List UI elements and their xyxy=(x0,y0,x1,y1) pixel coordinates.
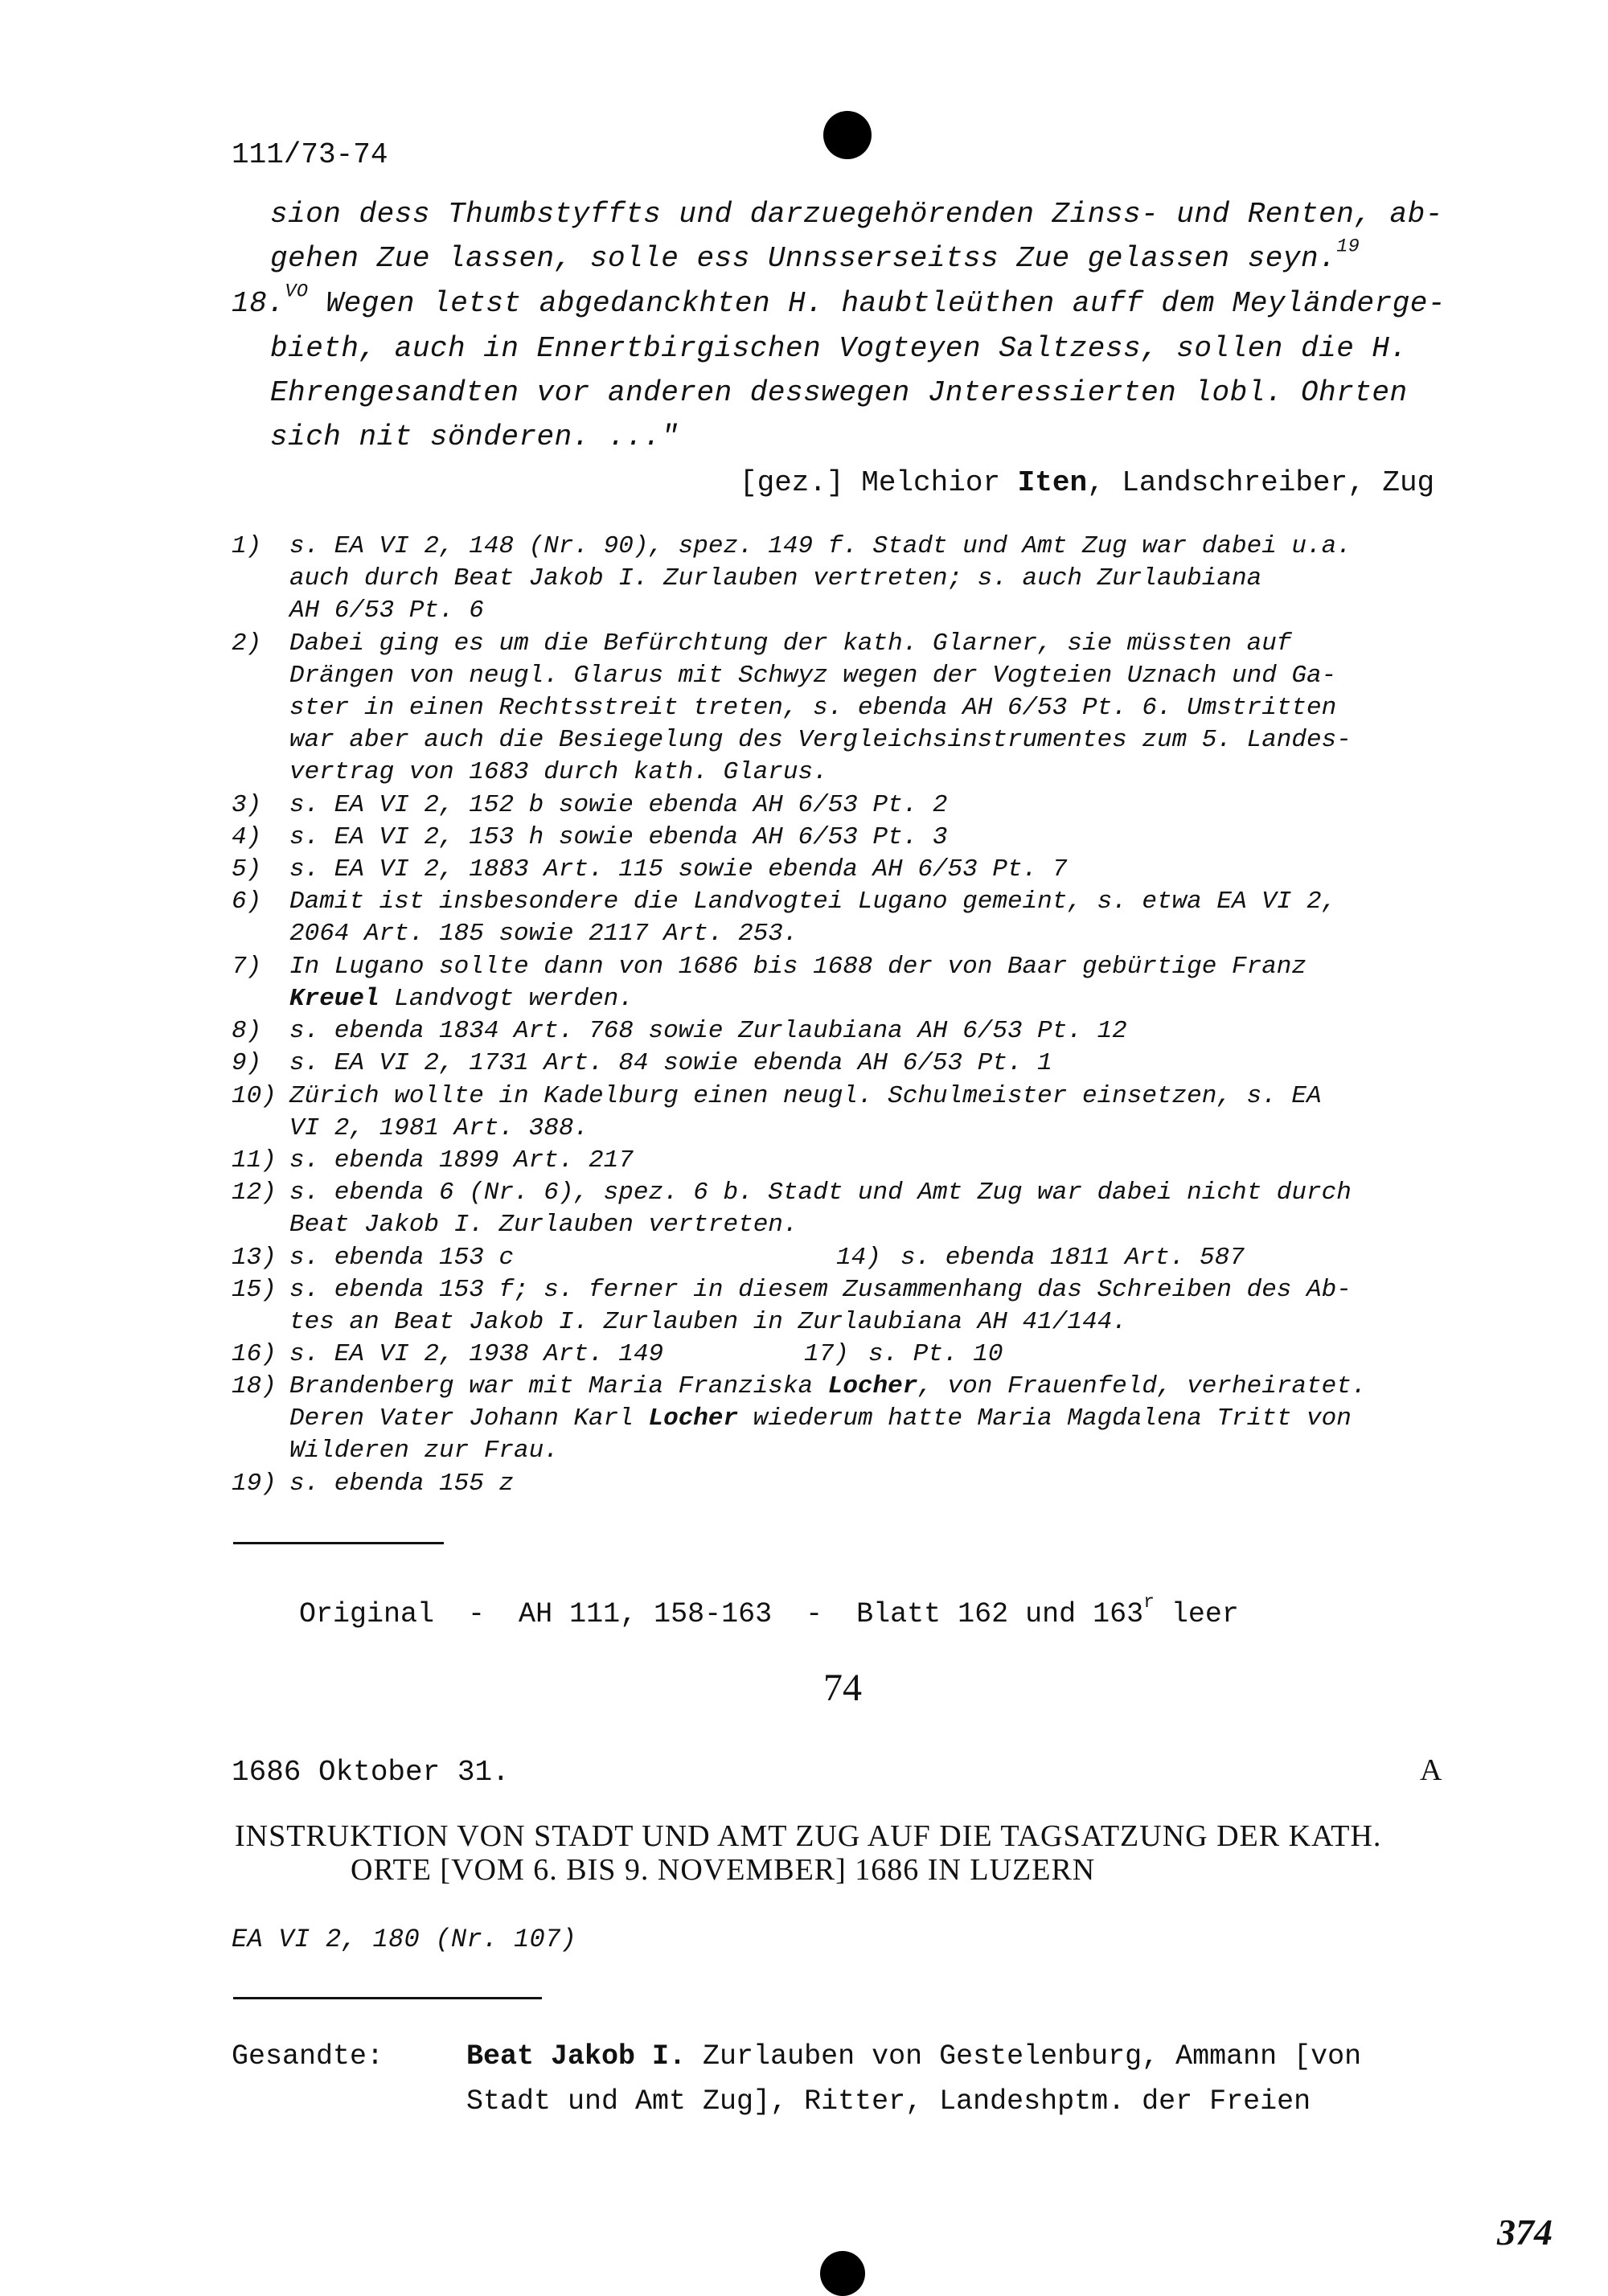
footnote-line: s. ebenda 155 z xyxy=(289,1470,515,1498)
footnote-number-inline: 17) xyxy=(804,1340,849,1368)
footnote-ref-19: 19 xyxy=(1336,236,1360,258)
envoys-line-2: Stadt und Amt Zug], Ritter, Landeshptm. der Freien xyxy=(466,2085,1311,2118)
body-line-1: sion dess Thumbstyffts und darzuegehörenden Zinss- und Renten, ab- xyxy=(270,198,1443,231)
punch-hole-bottom xyxy=(820,2251,865,2296)
footnote-line: s. ebenda 153 f; s. ferner in diesem Zusammenhang das Schreiben des Ab- xyxy=(289,1276,1352,1304)
footnote-line-inline: s. Pt. 10 xyxy=(868,1340,1003,1368)
footnote-line: tes an Beat Jakob I. Zurlauben in Zurlaubiana AH 41/144. xyxy=(289,1308,1127,1336)
footnote-line: 2064 Art. 185 sowie 2117 Art. 253. xyxy=(289,920,798,948)
footnote-line: s. EA VI 2, 1883 Art. 115 sowie ebenda AH 6/53 Pt. 7 xyxy=(289,855,1068,884)
body-line-3 xyxy=(232,281,1446,320)
footnote-line: Zürich wollte in Kadelburg einen neugl. Schulmeister einsetzen, s. EA xyxy=(289,1082,1322,1110)
footnote-number: 13) xyxy=(232,1244,277,1272)
footnote-line: s. EA VI 2, 1731 Art. 84 sowie ebenda AH 6/53 Pt. 1 xyxy=(289,1049,1052,1077)
punch-hole-top xyxy=(823,111,872,159)
original-note-tail: leer xyxy=(1154,1598,1239,1630)
document-title-line-2: ORTE [VOM 6. BIS 9. NOVEMBER] 1686 IN LUZERN xyxy=(351,1853,1096,1887)
footnote-number: 15) xyxy=(232,1276,277,1304)
envoy-description: Zurlauben von Gestelenburg, Ammann [von xyxy=(686,2040,1362,2073)
body-line-4: bieth, auch in Ennertbirgischen Vogteyen Saltzess, sollen die H. xyxy=(270,332,1408,365)
footnote-number: 4) xyxy=(232,823,262,851)
footnote-bold-name: Locher xyxy=(827,1372,918,1400)
footnote-line: In Lugano sollte dann von 1686 bis 1688 der von Baar gebürtige Franz xyxy=(289,953,1307,981)
footnote-line: s. EA VI 2, 152 b sowie ebenda AH 6/53 Pt. 2 xyxy=(289,791,948,819)
footnote-number: 6) xyxy=(232,888,262,916)
date-line: 1686 Oktober 31. xyxy=(232,1756,510,1789)
footnote-line-rest: Landvogt werden. xyxy=(379,985,634,1013)
signature-suffix: , Landschreiber, Zug xyxy=(1087,466,1435,499)
footnote-text: Deren Vater Johann Karl xyxy=(289,1404,649,1433)
footnote-number-inline: 14) xyxy=(836,1244,881,1272)
footnote-line: Wilderen zur Frau. xyxy=(289,1437,559,1465)
footnote-line: auch durch Beat Jakob I. Zurlauben vertreten; s. auch Zurlaubiana xyxy=(289,564,1262,592)
footnote-number: 18) xyxy=(232,1372,277,1400)
section-superscript: VO xyxy=(285,281,309,303)
footnote-line xyxy=(289,985,634,1013)
original-note-sup: r xyxy=(1143,1591,1155,1613)
original-note-text: Original - AH 111, 158-163 - Blatt 162 und 163 xyxy=(299,1598,1144,1630)
footnote-bold-name: Kreuel xyxy=(289,985,379,1013)
envoy-name: Beat Jakob I. xyxy=(466,2040,687,2073)
signature-name: Iten xyxy=(1017,466,1088,499)
envoys-line-1 xyxy=(466,2040,1361,2073)
footnote-line xyxy=(289,1372,1366,1400)
footnote-text: , von Frauenfeld, verheiratet. xyxy=(917,1372,1367,1400)
footnote-line: s. ebenda 153 c xyxy=(289,1244,515,1272)
body-line-2 xyxy=(270,236,1360,275)
footnote-number: 1) xyxy=(232,532,262,560)
footnote-line: s. EA VI 2, 1938 Art. 149 xyxy=(289,1340,664,1368)
envoys-label: Gesandte: xyxy=(232,2040,384,2073)
footnote-line: Dabei ging es um die Befürchtung der kath. Glarner, sie müssten auf xyxy=(289,629,1292,658)
footnote-number: 2) xyxy=(232,629,262,658)
divider-rule xyxy=(233,1997,542,1999)
footnote-number: 9) xyxy=(232,1049,262,1077)
footnote-number: 19) xyxy=(232,1470,277,1498)
signature-prefix: [gez.] Melchior xyxy=(740,466,1018,499)
footnote-text: Brandenberg war mit Maria Franziska xyxy=(289,1372,828,1400)
footnote-number: 12) xyxy=(232,1179,277,1207)
footnote-line: Damit ist insbesondere die Landvogtei Lugano gemeint, s. etwa EA VI 2, xyxy=(289,888,1337,916)
footnote-number: 3) xyxy=(232,791,262,819)
footnote-line: s. ebenda 6 (Nr. 6), spez. 6 b. Stadt und Amt Zug war dabei nicht durch xyxy=(289,1179,1352,1207)
footnote-bold-name: Locher xyxy=(648,1404,739,1433)
footnote-line: Drängen von neugl. Glarus mit Schwyz wegen der Vogteien Uznach und Ga- xyxy=(289,662,1337,690)
divider-rule xyxy=(233,1542,444,1544)
footnote-number: 7) xyxy=(232,953,262,981)
footnote-line: s. EA VI 2, 148 (Nr. 90), spez. 149 f. Stadt und Amt Zug war dabei u.a. xyxy=(289,532,1352,560)
footnote-line: s. ebenda 1834 Art. 768 sowie Zurlaubiana AH 6/53 Pt. 12 xyxy=(289,1017,1127,1045)
body-line-6: sich nit sönderen. ..." xyxy=(270,420,679,453)
footnote-line: s. EA VI 2, 153 h sowie ebenda AH 6/53 Pt. 3 xyxy=(289,823,948,851)
footnote-number: 8) xyxy=(232,1017,262,1045)
footnote-line: ster in einen Rechtsstreit treten, s. ebenda AH 6/53 Pt. 6. Umstritten xyxy=(289,694,1337,722)
footnote-line: Beat Jakob I. Zurlauben vertreten. xyxy=(289,1211,798,1239)
document-letter: A xyxy=(1420,1753,1442,1787)
document-number: 74 xyxy=(823,1667,862,1709)
footnote-number: 16) xyxy=(232,1340,277,1368)
document-title-line-1: INSTRUKTION VON STADT UND AMT ZUG AUF DIE TAGSATZUNG DER KATH. xyxy=(235,1819,1382,1853)
signature-line xyxy=(740,466,1434,499)
footnote-line: s. ebenda 1899 Art. 217 xyxy=(289,1146,634,1175)
page-reference: 111/73-74 xyxy=(232,138,388,171)
footnote-number: 5) xyxy=(232,855,262,884)
footnote-line-inline: s. ebenda 1811 Art. 587 xyxy=(900,1244,1245,1272)
footnote-line: war aber auch die Besiegelung des Vergleichsinstrumentes zum 5. Landes- xyxy=(289,726,1352,754)
footnote-number: 11) xyxy=(232,1146,277,1175)
body-line-5: Ehrengesandten vor anderen desswegen Jnteressierten lobl. Ohrten xyxy=(270,376,1408,409)
footnote-line xyxy=(289,1404,1352,1433)
footnote-line: AH 6/53 Pt. 6 xyxy=(289,597,484,625)
handwritten-page-number: 374 xyxy=(1497,2212,1553,2253)
body-line-3-text: Wegen letst abgedanckhten H. haubtleüthen auff dem Meyländerge- xyxy=(308,287,1446,320)
footnote-line: VI 2, 1981 Art. 388. xyxy=(289,1114,589,1142)
body-line-2-text: gehen Zue lassen, solle ess Unnsserseitss Zue gelassen seyn. xyxy=(270,242,1337,275)
section-number: 18. xyxy=(232,287,285,320)
original-note xyxy=(232,1566,1239,1663)
footnote-line: vertrag von 1683 durch kath. Glarus. xyxy=(289,758,828,786)
footnote-number: 10) xyxy=(232,1082,277,1110)
source-reference: EA VI 2, 180 (Nr. 107) xyxy=(232,1925,577,1954)
footnote-text: wiederum hatte Maria Magdalena Tritt von xyxy=(738,1404,1352,1433)
